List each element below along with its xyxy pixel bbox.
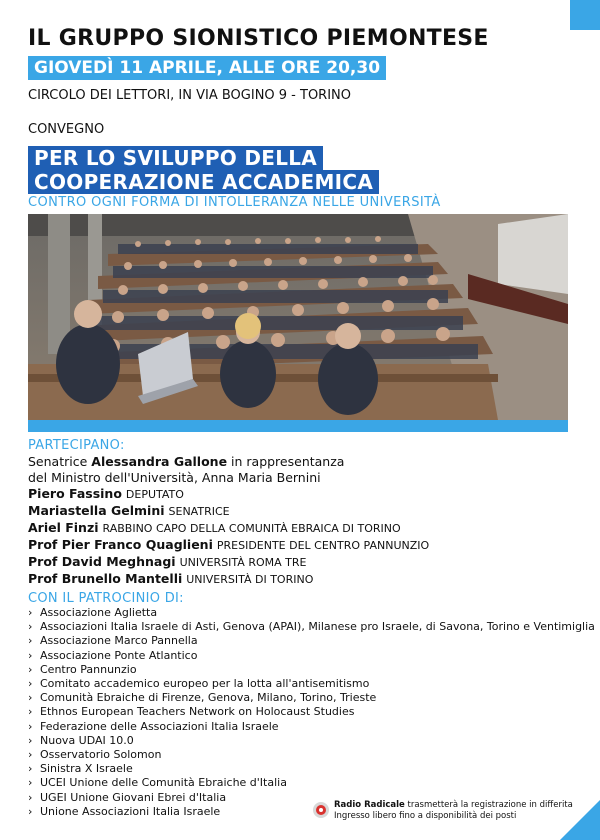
corner-decoration-bottom: [560, 800, 600, 840]
participant-role: UNIVERSITÀ DI TORINO: [186, 573, 314, 586]
participant-role: UNIVERSITÀ ROMA TRE: [179, 556, 307, 569]
participant-row: [28, 571, 573, 588]
patronage-item: › Nuova UDAI 10.0: [28, 734, 573, 748]
patronage-item: › Comitato accademico europeo per la lotta all'antisemitismo: [28, 677, 573, 691]
participant-role: RABBINO CAPO DELLA COMUNITÀ EBRAICA DI TORINO: [102, 522, 401, 535]
participant-name: Ariel Finzi: [28, 520, 99, 535]
radio-name: Radio Radicale: [334, 800, 405, 810]
patronage-item: › Associazione Marco Pannella: [28, 634, 573, 648]
participant-intro-prefix: Senatrice: [28, 454, 92, 469]
patronage-item: › Federazione delle Associazioni Italia Israele: [28, 720, 573, 734]
participant-row: [28, 486, 573, 503]
corner-decoration-top: [570, 0, 600, 30]
patronage-item: › Associazione Aglietta: [28, 606, 573, 620]
entry-notice: Ingresso libero fino a disponibilità dei posti: [334, 811, 517, 821]
patronage-item: › Comunità Ebraiche di Firenze, Genova, Milano, Torino, Trieste: [28, 691, 573, 705]
participant-role: DEPUTATO: [125, 488, 184, 501]
participant-row: [28, 503, 573, 520]
patronage-item: › Associazione Ponte Atlantico: [28, 649, 573, 663]
patronage-item: › Associazioni Italia Israele di Asti, Genova (APAI), Milanese pro Israele, di Savona, Torino e Ventimiglia: [28, 620, 573, 634]
radio-radicale-logo: [312, 801, 330, 819]
patronage-item: › Sinistra X Israele: [28, 762, 573, 776]
patronage-item: › Osservatorio Solomon: [28, 748, 573, 762]
patronage-item: › UGEI Unione Giovani Ebrei d'Italia: [28, 791, 573, 805]
participant-role: PRESIDENTE DEL CENTRO PANNUNZIO: [216, 539, 430, 552]
participant-name: Prof Brunello Mantelli: [28, 571, 183, 586]
event-title-line-1: PER LO SVILUPPO DELLA: [28, 146, 323, 170]
event-type: CONVEGNO: [28, 122, 105, 137]
patronage-item: › Ethnos European Teachers Network on Holocaust Studies: [28, 705, 573, 719]
participant-intro-suffix: in rappresentanza: [227, 454, 345, 469]
participant-name: Piero Fassino: [28, 486, 122, 501]
radio-line: [334, 800, 573, 811]
photo-accent-strip: [28, 420, 568, 432]
patronage-item: › UCEI Unione delle Comunità Ebraiche d'Italia: [28, 776, 573, 790]
participant-intro-line-2: del Ministro dell'Università, Anna Maria Bernini: [28, 470, 321, 485]
patronage-list: [28, 606, 595, 819]
organizer-name: IL GRUPPO SIONISTICO PIEMONTESE: [28, 26, 489, 51]
event-venue: CIRCOLO DEI LETTORI, IN VIA BOGINO 9 - TORINO: [28, 88, 352, 103]
participant-intro-line: [28, 454, 573, 470]
patronage-item: › Centro Pannunzio: [28, 663, 573, 677]
participant-name: Prof David Meghnagi: [28, 554, 176, 569]
participant-intro-name: Alessandra Gallone: [91, 454, 228, 469]
participant-row: [28, 537, 573, 554]
participants-heading: PARTECIPANO:: [28, 438, 125, 453]
radio-radicale-notice: [334, 800, 573, 822]
patronage-item: › Unione Associazioni Italia Israele: [28, 805, 573, 819]
participant-name: Mariastella Gelmini: [28, 503, 165, 518]
event-title-line-2: COOPERAZIONE ACCADEMICA: [28, 170, 379, 194]
lecture-hall-photo: [28, 214, 568, 420]
event-date: GIOVEDÌ 11 APRILE, ALLE ORE 20,30: [28, 56, 386, 80]
participant-role: SENATRICE: [168, 505, 230, 518]
patronage-heading: CON IL PATROCINIO DI:: [28, 591, 184, 606]
participants-list: [28, 454, 573, 588]
participant-name: Prof Pier Franco Quaglieni: [28, 537, 213, 552]
radio-text: trasmetterà la registrazione in differita: [404, 800, 573, 810]
participant-row: [28, 554, 573, 571]
participant-row: [28, 520, 573, 537]
event-subtitle: CONTRO OGNI FORMA DI INTOLLERANZA NELLE UNIVERSITÀ: [28, 195, 441, 210]
